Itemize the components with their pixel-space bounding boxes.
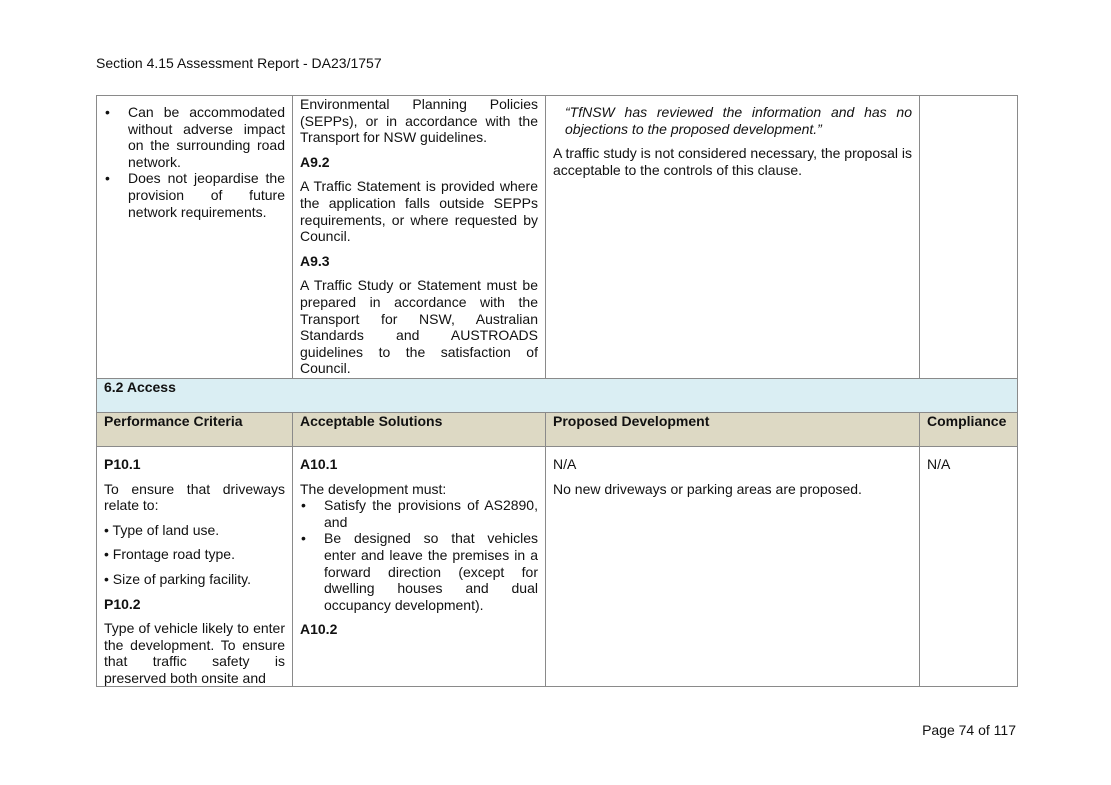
clause-heading: A10.1 bbox=[300, 456, 338, 472]
header-row bbox=[97, 413, 1018, 447]
clause-heading: A9.3 bbox=[300, 252, 330, 269]
clause-heading: P10.2 bbox=[104, 595, 141, 612]
performance-criteria-cell bbox=[97, 447, 293, 687]
proposed-development-cell bbox=[546, 447, 920, 687]
tfnsw-quote: “TfNSW has reviewed the information and has no objections to the proposed development.” bbox=[565, 104, 912, 137]
column-header-performance: Performance Criteria bbox=[97, 413, 293, 447]
section-row bbox=[97, 379, 1018, 413]
list-item: • Size of parking facility. bbox=[104, 570, 252, 587]
criteria-bullet-list bbox=[104, 104, 285, 220]
list-item: • Does not jeopardise the provision of future network requirements. bbox=[104, 170, 285, 220]
assessment-table bbox=[96, 95, 1018, 687]
report-header: Section 4.15 Assessment Report - DA23/1757 bbox=[96, 55, 382, 71]
clause-text: A Traffic Study or Statement must be prepared in accordance with the Transport for NSW, Australian Standards and AUSTROADS guidelines to the satisfaction of Council. bbox=[300, 277, 538, 377]
list-item: • Be designed so that vehicles enter and leave the premises in a forward direction (except for dwelling houses and dual occupancy development). bbox=[300, 530, 538, 613]
clause-text: Type of vehicle likely to enter the development. To ensure that traffic safety is preserved both onsite and bbox=[104, 620, 285, 686]
compliance-value: N/A bbox=[927, 456, 951, 472]
na-text: N/A bbox=[553, 456, 577, 472]
table-row bbox=[97, 96, 1018, 379]
list-item: • Type of land use. bbox=[104, 521, 220, 538]
traffic-study-text: A traffic study is not considered necessary, the proposal is acceptable to the controls of this clause. bbox=[553, 145, 912, 178]
proposed-development-cell bbox=[546, 96, 920, 379]
acceptable-solutions-cell bbox=[293, 96, 546, 379]
column-header-proposed: Proposed Development bbox=[546, 413, 920, 447]
proposal-text: No new driveways or parking areas are proposed. bbox=[553, 480, 862, 497]
acceptable-solutions-cell bbox=[293, 447, 546, 687]
clause-heading: A9.2 bbox=[300, 153, 330, 170]
sepp-text: Environmental Planning Policies (SEPPs), or in accordance with the Transport for NSW guidelines. bbox=[300, 96, 538, 146]
compliance-cell bbox=[920, 96, 1018, 379]
solutions-bullet-list bbox=[300, 497, 538, 613]
page-number: Page 74 of 117 bbox=[922, 722, 1016, 738]
compliance-cell bbox=[920, 447, 1018, 687]
list-item: • Frontage road type. bbox=[104, 546, 235, 563]
clause-heading: A10.2 bbox=[300, 621, 338, 638]
clause-text: A Traffic Statement is provided where the application falls outside SEPPs requirements, or where requested by Council. bbox=[300, 178, 538, 245]
clause-heading: P10.1 bbox=[104, 456, 141, 472]
table-row bbox=[97, 447, 1018, 687]
column-header-compliance: Compliance bbox=[920, 413, 1018, 447]
list-item: • Can be accommodated without adverse impact on the surrounding road network. bbox=[104, 104, 285, 170]
clause-text: The development must: bbox=[300, 480, 447, 497]
section-title: 6.2 Access bbox=[97, 379, 1018, 413]
column-header-acceptable: Acceptable Solutions bbox=[293, 413, 546, 447]
list-item: • Satisfy the provisions of AS2890, and bbox=[300, 497, 538, 530]
clause-text: To ensure that driveways relate to: bbox=[104, 480, 285, 514]
performance-criteria-cell bbox=[97, 96, 293, 379]
